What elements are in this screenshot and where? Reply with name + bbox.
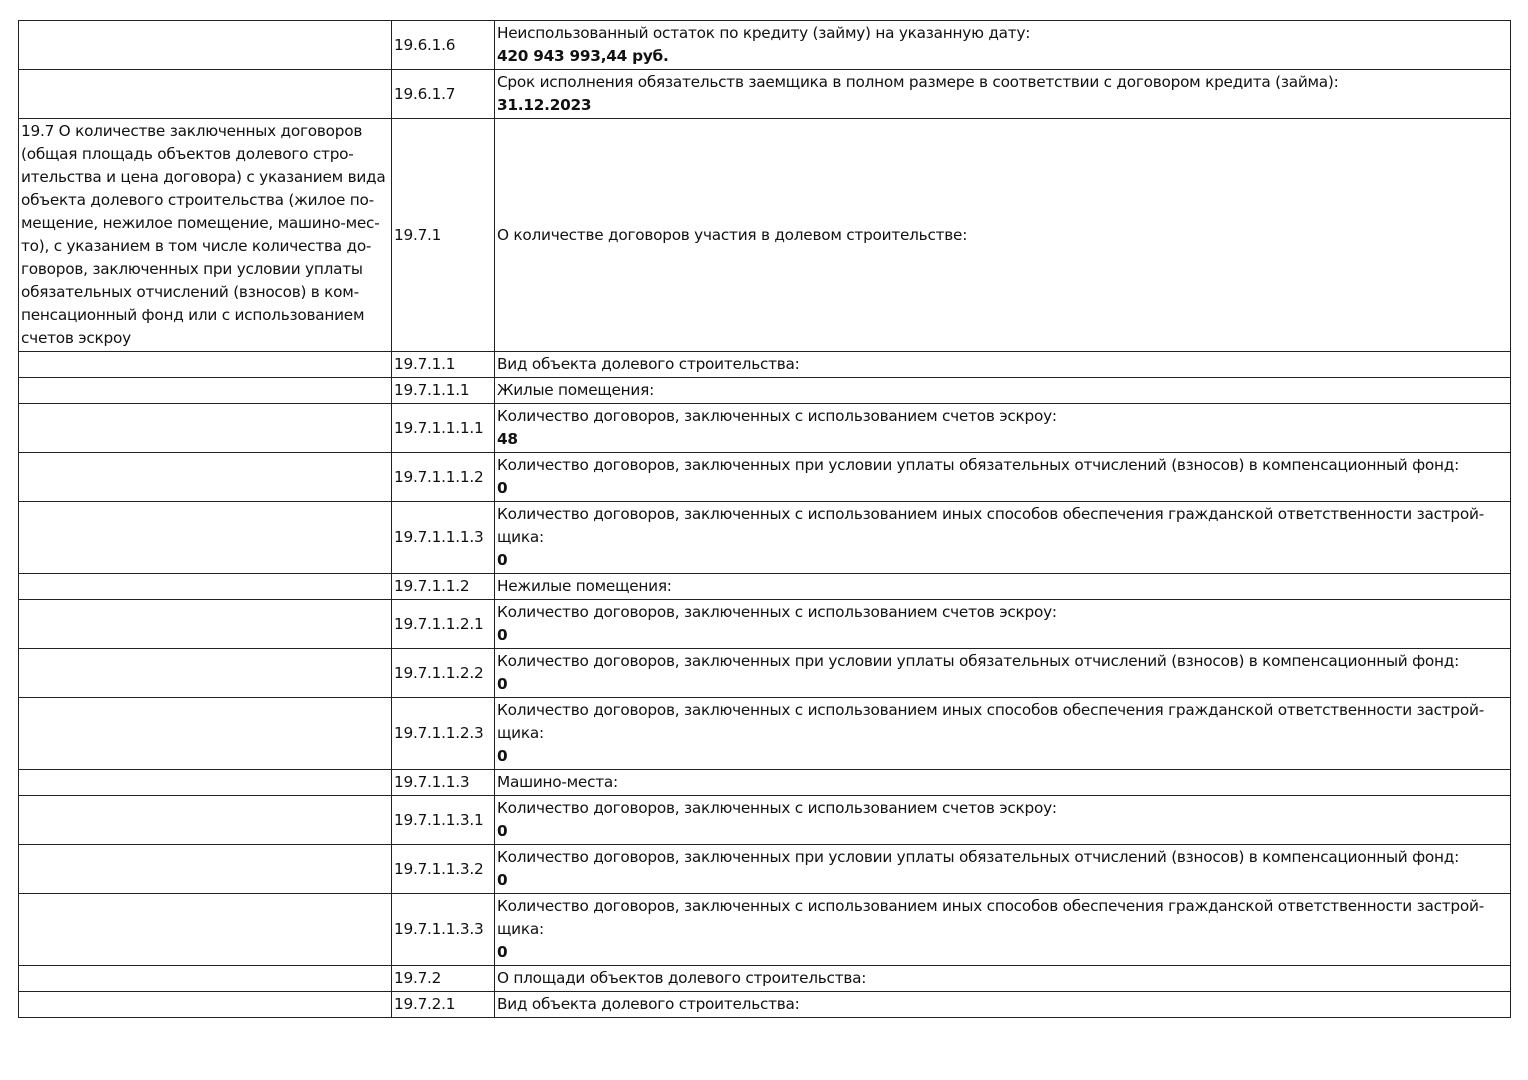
section-cell [19,796,392,845]
section-cell [19,600,392,649]
table-row [19,845,1511,894]
item-number: 19.7.1.1.1.3 [392,502,495,574]
item-label: Машино-места: [497,773,618,791]
table-row [19,119,1511,352]
item-content [495,404,1511,453]
section-text-line: мещение, нежилое помещение, машино-мес- [21,214,380,232]
item-label: Количество договоров, заключенных при условии уплаты обязательных отчислений (взносов) в компенсационный фонд: [497,456,1460,474]
item-value: 0 [497,626,508,644]
table-row [19,894,1511,966]
item-value: 0 [497,747,508,765]
table-row [19,404,1511,453]
table-row [19,352,1511,378]
item-label: Количество договоров, заключенных при условии уплаты обязательных отчислений (взносов) в компенсационный фонд: [497,652,1460,670]
section-text-line: то), с указанием в том числе количества до- [21,237,372,255]
item-value: 0 [497,871,508,889]
item-content [495,992,1511,1018]
table-row [19,453,1511,502]
disclosure-table [18,20,1511,1018]
item-number: 19.7.1.1.3.3 [392,894,495,966]
item-value: 420 943 993,44 руб. [497,47,669,65]
item-label: Срок исполнения обязательств заемщика в полном размере в соответствии с договором кредита (займа): [497,73,1339,91]
section-cell [19,378,392,404]
item-label: Вид объекта долевого строительства: [497,355,800,373]
item-value: 48 [497,430,518,448]
item-value: 0 [497,943,508,961]
item-number: 19.7.1.1.1 [392,378,495,404]
item-content [495,600,1511,649]
table-row [19,378,1511,404]
item-number: 19.7.2.1 [392,992,495,1018]
item-content [495,502,1511,574]
item-content [495,845,1511,894]
item-value: 0 [497,675,508,693]
section-cell [19,966,392,992]
item-value: 0 [497,479,508,497]
section-text-line: счетов эскроу [21,329,131,347]
item-content [495,119,1511,352]
section-cell [19,404,392,453]
item-label: Количество договоров, заключенных с использованием счетов эскроу: [497,407,1057,425]
item-content [495,574,1511,600]
table-row [19,502,1511,574]
item-value: 31.12.2023 [497,96,592,114]
item-label: Вид объекта долевого строительства: [497,995,800,1013]
section-cell [19,574,392,600]
section-cell [19,119,392,352]
item-label: щика: [497,920,544,938]
item-content [495,352,1511,378]
table-row [19,574,1511,600]
item-number: 19.7.1.1.3.1 [392,796,495,845]
item-number: 19.7.2 [392,966,495,992]
table-row [19,966,1511,992]
table-row [19,600,1511,649]
item-label: щика: [497,724,544,742]
section-text-line: объекта долевого строительства (жилое по- [21,191,374,209]
table-row [19,992,1511,1018]
item-content [495,770,1511,796]
item-number: 19.7.1.1.2.2 [392,649,495,698]
section-cell [19,352,392,378]
section-cell [19,502,392,574]
section-cell [19,70,392,119]
section-cell [19,992,392,1018]
item-number: 19.7.1.1.2.1 [392,600,495,649]
item-number: 19.7.1.1.3 [392,770,495,796]
item-label: Количество договоров, заключенных с использованием счетов эскроу: [497,799,1057,817]
item-content [495,70,1511,119]
item-number: 19.7.1.1.2.3 [392,698,495,770]
item-number: 19.7.1 [392,119,495,352]
section-text-line: 19.7 О количестве заключенных договоров [21,122,363,140]
item-label: Неиспользованный остаток по кредиту (займу) на указанную дату: [497,24,1031,42]
item-number: 19.6.1.6 [392,21,495,70]
item-number: 19.7.1.1 [392,352,495,378]
table-body [19,21,1511,1018]
section-cell [19,649,392,698]
item-value: 0 [497,551,508,569]
section-text-line: говоров, заключенных при условии уплаты [21,260,363,278]
item-label: Количество договоров, заключенных с использованием иных способов обеспечения гражданской ответственности застрой- [497,505,1484,523]
section-cell [19,453,392,502]
item-content [495,378,1511,404]
item-label: Количество договоров, заключенных с использованием иных способов обеспечения гражданской ответственности застрой- [497,701,1484,719]
item-content [495,796,1511,845]
item-value: 0 [497,822,508,840]
item-label: Жилые помещения: [497,381,654,399]
section-cell [19,21,392,70]
table-row [19,698,1511,770]
item-number: 19.7.1.1.1.2 [392,453,495,502]
item-label: Количество договоров, заключенных при условии уплаты обязательных отчислений (взносов) в компенсационный фонд: [497,848,1460,866]
section-text-line: ительства и цена договора) с указанием вида [21,168,386,186]
item-label: щика: [497,528,544,546]
item-number: 19.7.1.1.3.2 [392,845,495,894]
table-row [19,70,1511,119]
item-label: Количество договоров, заключенных с использованием иных способов обеспечения гражданской ответственности застрой- [497,897,1484,915]
section-text-line: обязательных отчислений (взносов) в ком- [21,283,359,301]
item-number: 19.7.1.1.1.1 [392,404,495,453]
section-cell [19,845,392,894]
item-label: Нежилые помещения: [497,577,672,595]
item-number: 19.7.1.1.2 [392,574,495,600]
table-row [19,649,1511,698]
item-label: О количестве договоров участия в долевом строительстве: [497,225,968,244]
item-content [495,966,1511,992]
item-number: 19.6.1.7 [392,70,495,119]
section-cell [19,698,392,770]
section-text-line: пенсационный фонд или с использованием [21,306,365,324]
item-label: О площади объектов долевого строительства: [497,969,867,987]
item-content [495,894,1511,966]
item-label: Количество договоров, заключенных с использованием счетов эскроу: [497,603,1057,621]
section-text-line: (общая площадь объектов долевого стро- [21,145,354,163]
table-row [19,21,1511,70]
table-row [19,796,1511,845]
table-row [19,770,1511,796]
section-cell [19,770,392,796]
section-cell [19,894,392,966]
item-content [495,21,1511,70]
item-content [495,453,1511,502]
item-content [495,698,1511,770]
item-content [495,649,1511,698]
